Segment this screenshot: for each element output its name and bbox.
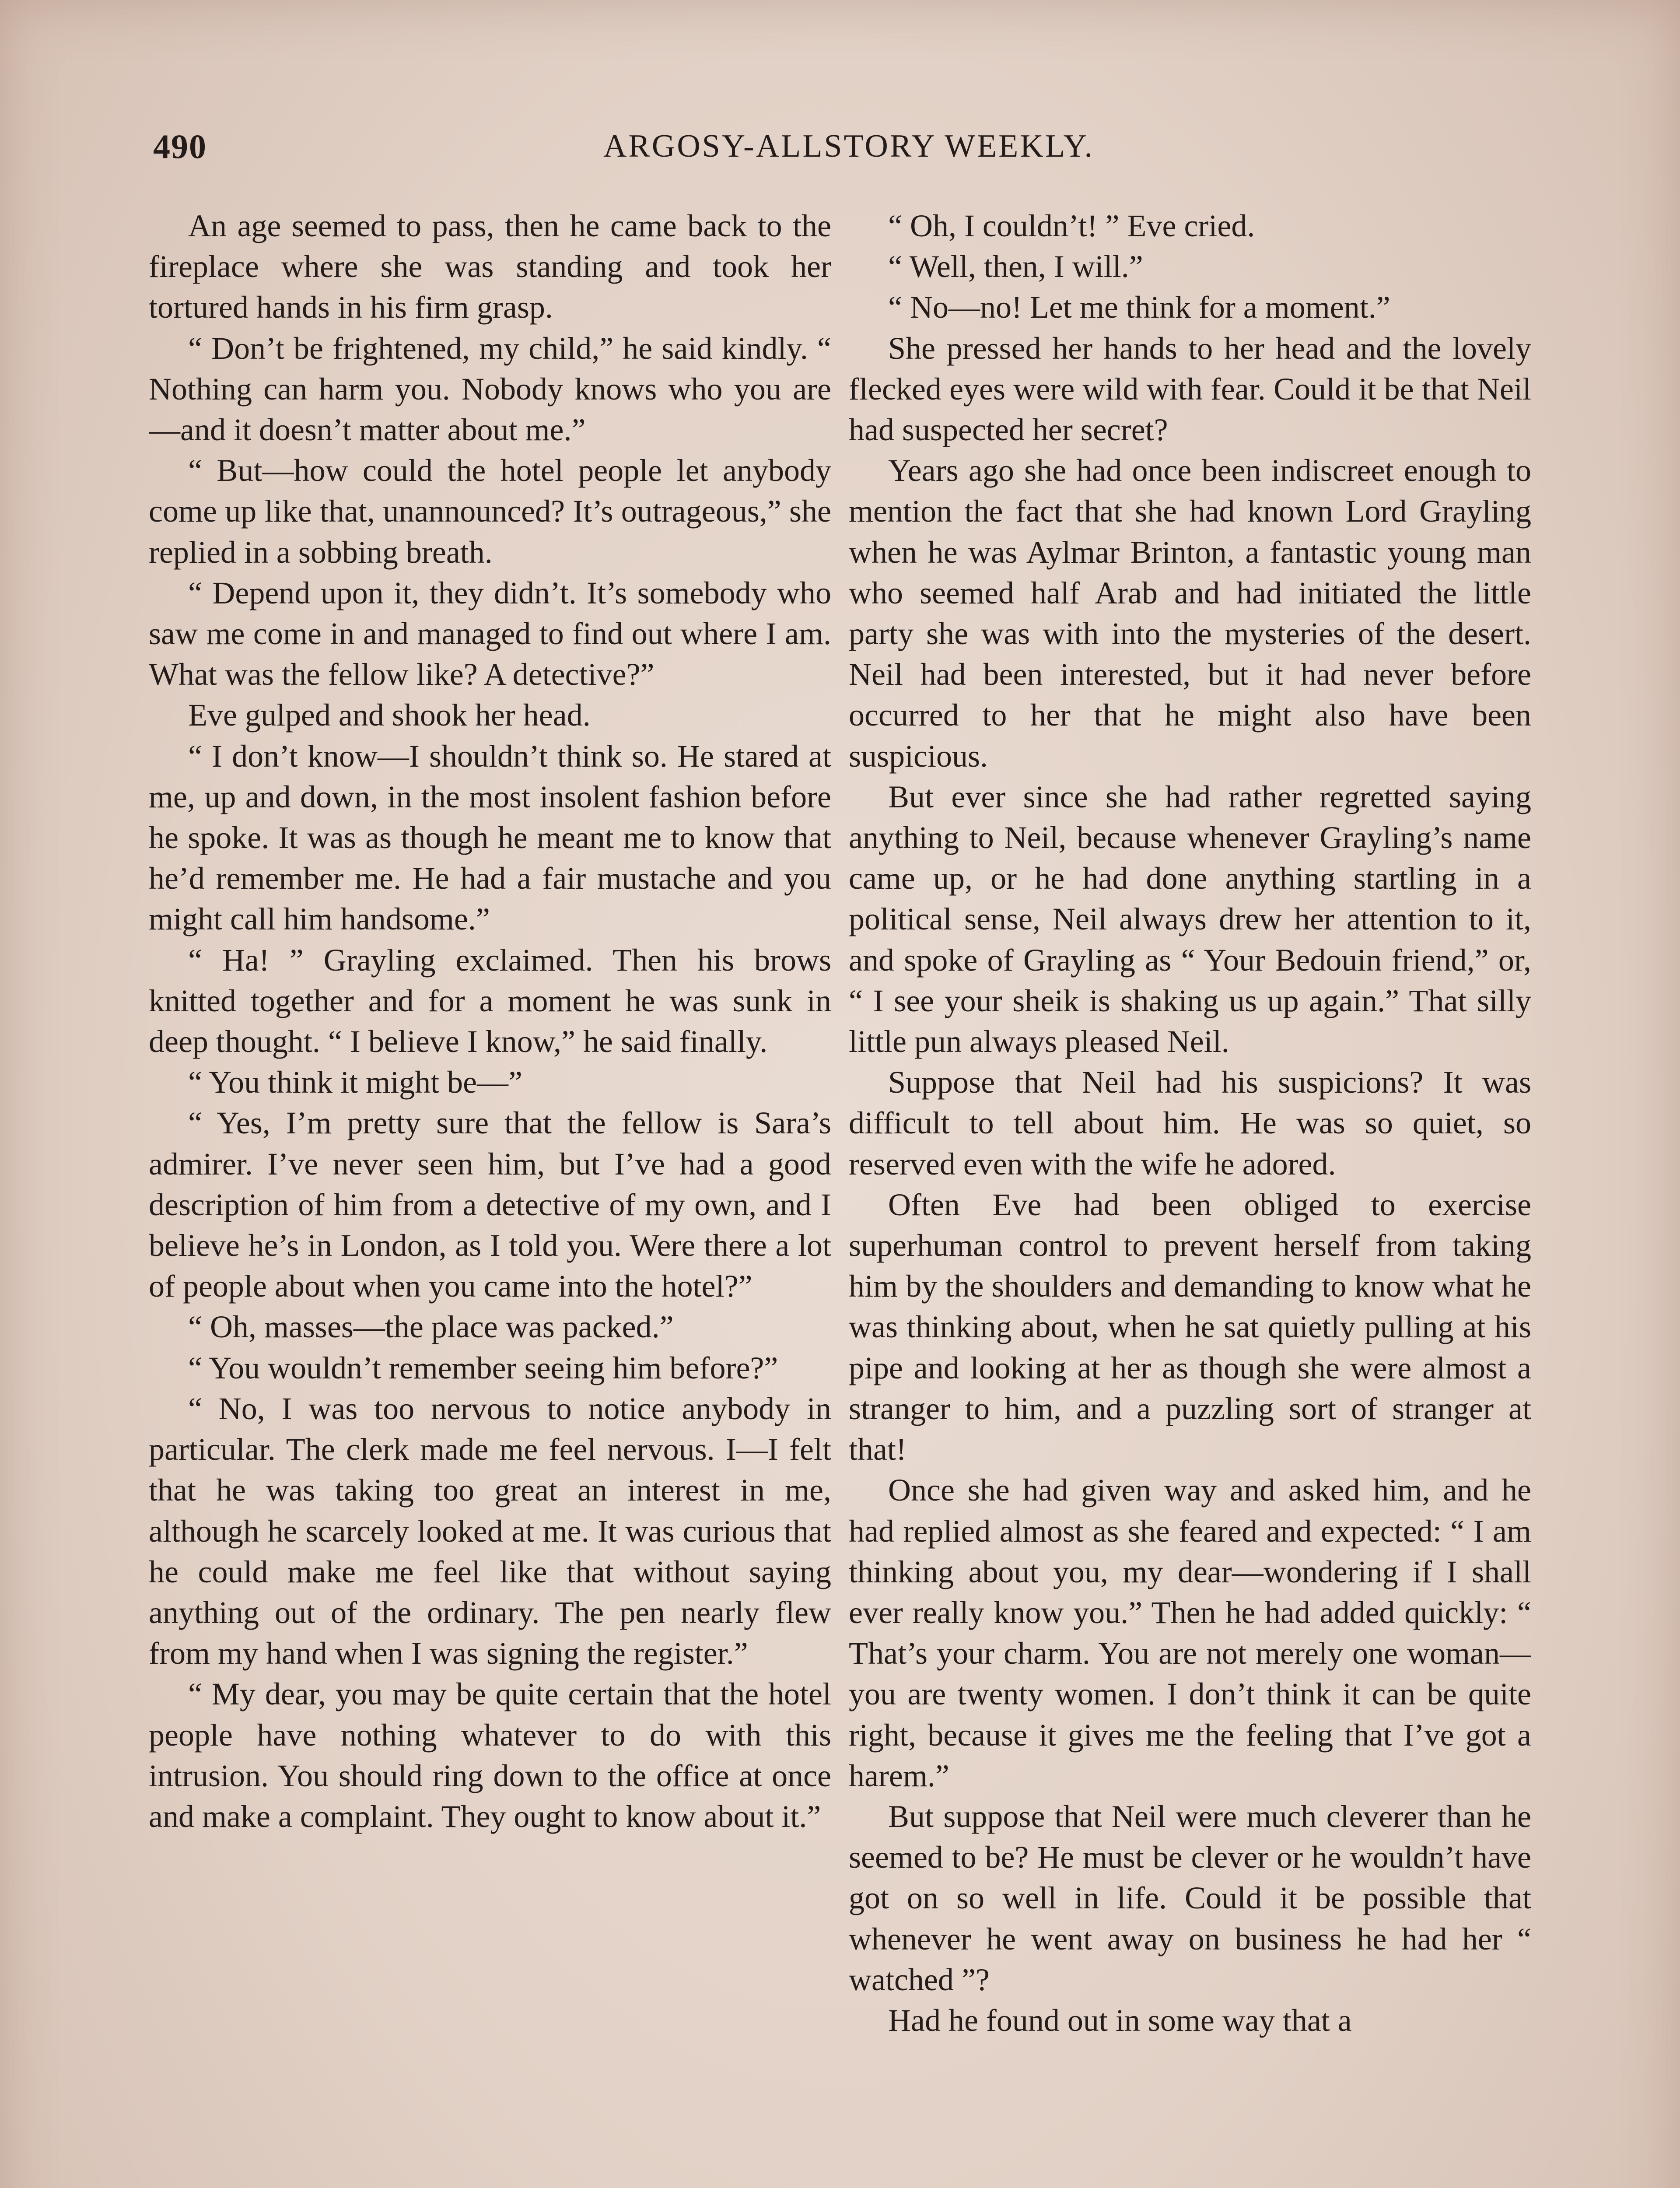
paragraph: “ You think it might be—” (188, 1065, 523, 1100)
paragraph: Often Eve had been obliged to exercise superhuman control to prevent herself from taking him by the shoulders and demanding to know what he was thinking about, when he sat quietly pulling at his pipe and looking at her as though she were almost a stranger to him, and a puzzling sort of stranger at that! (849, 1187, 1531, 1467)
paragraph: “ Yes, I’m pretty sure that the fellow is Sara’s admirer. I’ve never seen him, but I’ve had a good description of him from a detective of my own, and I believe he’s in London, as I told you. Were there a lot of people about when you came into the hotel?” (149, 1105, 831, 1304)
paragraph: Once she had given way and asked him, and he had replied almost as she feared and expected: “ I am thinking about you, my dear—wondering if I shall ever really know you.” Then he had added quickly: “ That’s your charm. You are not merely one woman—you are twenty women. I don’t think it can be quite right, because it gives me the feeling that I’ve got a harem.” (849, 1473, 1531, 1793)
paragraph: “ No—no! Let me think for a moment.” (888, 290, 1390, 325)
paragraph: “ Don’t be frightened, my child,” he said kindly. “ Nothing can harm you. Nobody knows who you are—and it doesn’t matter about me.” (149, 330, 831, 448)
right-column (849, 206, 1531, 2188)
paragraph: “ Oh, I couldn’t! ” Eve cried. (888, 208, 1255, 243)
paragraph: But suppose that Neil were much cleverer than he seemed to be? He must be clever or he wouldn’t have got on so well in life. Could it be possible that whenever he went away on business he had her “ watched ”? (849, 1799, 1531, 1997)
paragraph: “ My dear, you may be quite certain that the hotel people have nothing whatever to do with this intrusion. You should ring down to the office at once and make a complaint. They ought to know about it.” (149, 1676, 831, 1834)
paragraph: But ever since she had rather regretted saying anything to Neil, because whenever Grayling’s name came up, or he had done anything startling in a political sense, Neil always drew her attention to it, and spoke of Grayling as “ Your Bedouin friend,” or, “ I see your sheik is shaking us up again.” That silly little pun always pleased Neil. (849, 779, 1531, 1059)
paragraph: “ I don’t know—I shouldn’t think so. He stared at me, up and down, in the most insolent fashion before he spoke. It was as though he meant me to know that he’d remember me. He had a fair mustache and you might call him handsome.” (149, 738, 831, 937)
paragraph: An age seemed to pass, then he came back to the fireplace where she was standing and took her tortured hands in his firm grasp. (149, 208, 831, 325)
paragraph: “ No, I was too nervous to notice anybody in particular. The clerk made me feel nervous. I—I felt that he was taking too great an interest in me, although he scarcely looked at me. It was curious that he could make me feel like that without saying anything out of the ordinary. The pen nearly flew from my hand when I was signing the register.” (149, 1391, 831, 1671)
paragraph: Eve gulped and shook her head. (188, 698, 591, 733)
paragraph: “ You wouldn’t remember seeing him before?” (188, 1350, 778, 1385)
left-column (149, 206, 831, 2188)
paragraph: “ Depend upon it, they didn’t. It’s somebody who saw me come in and managed to find out where I am. What was the fellow like? A detective?” (149, 575, 831, 692)
paragraph: Years ago she had once been indiscreet enough to mention the fact that she had known Lord Grayling when he was Aylmar Brinton, a fantastic young man who seemed half Arab and had initiated the little party she was with into the mysteries of the desert. Neil had been interested, but it had never before occurred to her that he might also have been suspicious. (849, 453, 1531, 774)
page-number: 490 (153, 127, 207, 165)
paragraph: “ Oh, masses—the place was packed.” (188, 1309, 674, 1345)
paragraph: “ Ha! ” Grayling exclaimed. Then his brows knitted together and for a moment he was sunk in deep thought. “ I believe I know,” he said finally. (149, 942, 831, 1059)
paragraph: “ Well, then, I will.” (888, 249, 1143, 284)
paragraph: She pressed her hands to her head and the lovely flecked eyes were wild with fear. Could it be that Neil had suspected her secret? (849, 330, 1531, 448)
paragraph: Suppose that Neil had his suspicions? It was difficult to tell about him. He was so quiet, so reserved even with the wife he adored. (849, 1065, 1531, 1182)
paragraph: “ But—how could the hotel people let anybody come up like that, unannounced? It’s outrageous,” she replied in a sobbing breath. (149, 453, 831, 570)
running-head: ARGOSY-ALLSTORY WEEKLY. (603, 128, 1095, 164)
paragraph: Had he found out in some way that a (888, 2002, 1352, 2038)
